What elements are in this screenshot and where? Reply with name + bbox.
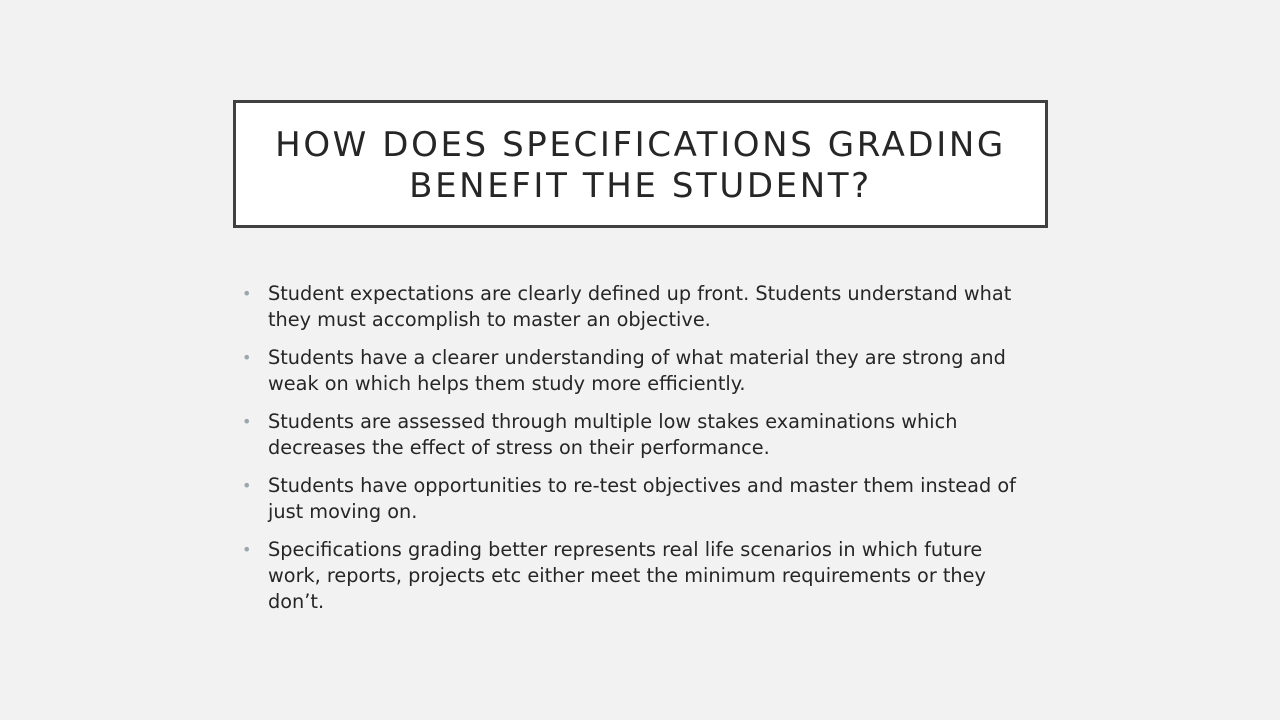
bullet-marker: • (242, 348, 252, 367)
bullet-text-line: Students have opportunities to re-test objectives and master them instead of (268, 474, 1016, 497)
bullet-text-line: weak on which helps them study more efficiently. (268, 372, 746, 395)
title-line-1: HOW DOES SPECIFICATIONS GRADING (275, 124, 1006, 165)
bullet-marker: • (242, 412, 252, 431)
bullet-text-line: Student expectations are clearly defined up front. Students understand what (268, 282, 1012, 305)
bullet-item-2 (240, 345, 1040, 397)
bullet-text-line: Students have a clearer understanding of what material they are strong and (268, 346, 1006, 369)
bullet-item-4 (240, 473, 1040, 525)
bullet-text-line: they must accomplish to master an objective. (268, 308, 711, 331)
title-line-2: BENEFIT THE STUDENT? (409, 165, 872, 206)
bullet-item-1 (240, 281, 1040, 333)
bullet-text-line: just moving on. (268, 500, 418, 523)
bullet-text-line: Students are assessed through multiple low stakes examinations which (268, 410, 958, 433)
bullet-list (240, 281, 1040, 627)
bullet-marker: • (242, 540, 252, 559)
bullet-item-5 (240, 537, 1040, 615)
slide-title (275, 122, 1006, 207)
bullet-marker: • (242, 476, 252, 495)
bullet-text-line: Specifications grading better represents real life scenarios in which future (268, 538, 983, 561)
bullet-text-line: don’t. (268, 590, 325, 613)
bullet-text-line: decreases the effect of stress on their performance. (268, 436, 770, 459)
bullet-marker: • (242, 284, 252, 303)
title-box (233, 100, 1048, 228)
bullet-item-3 (240, 409, 1040, 461)
bullet-text-line: work, reports, projects etc either meet the minimum requirements or they (268, 564, 986, 587)
